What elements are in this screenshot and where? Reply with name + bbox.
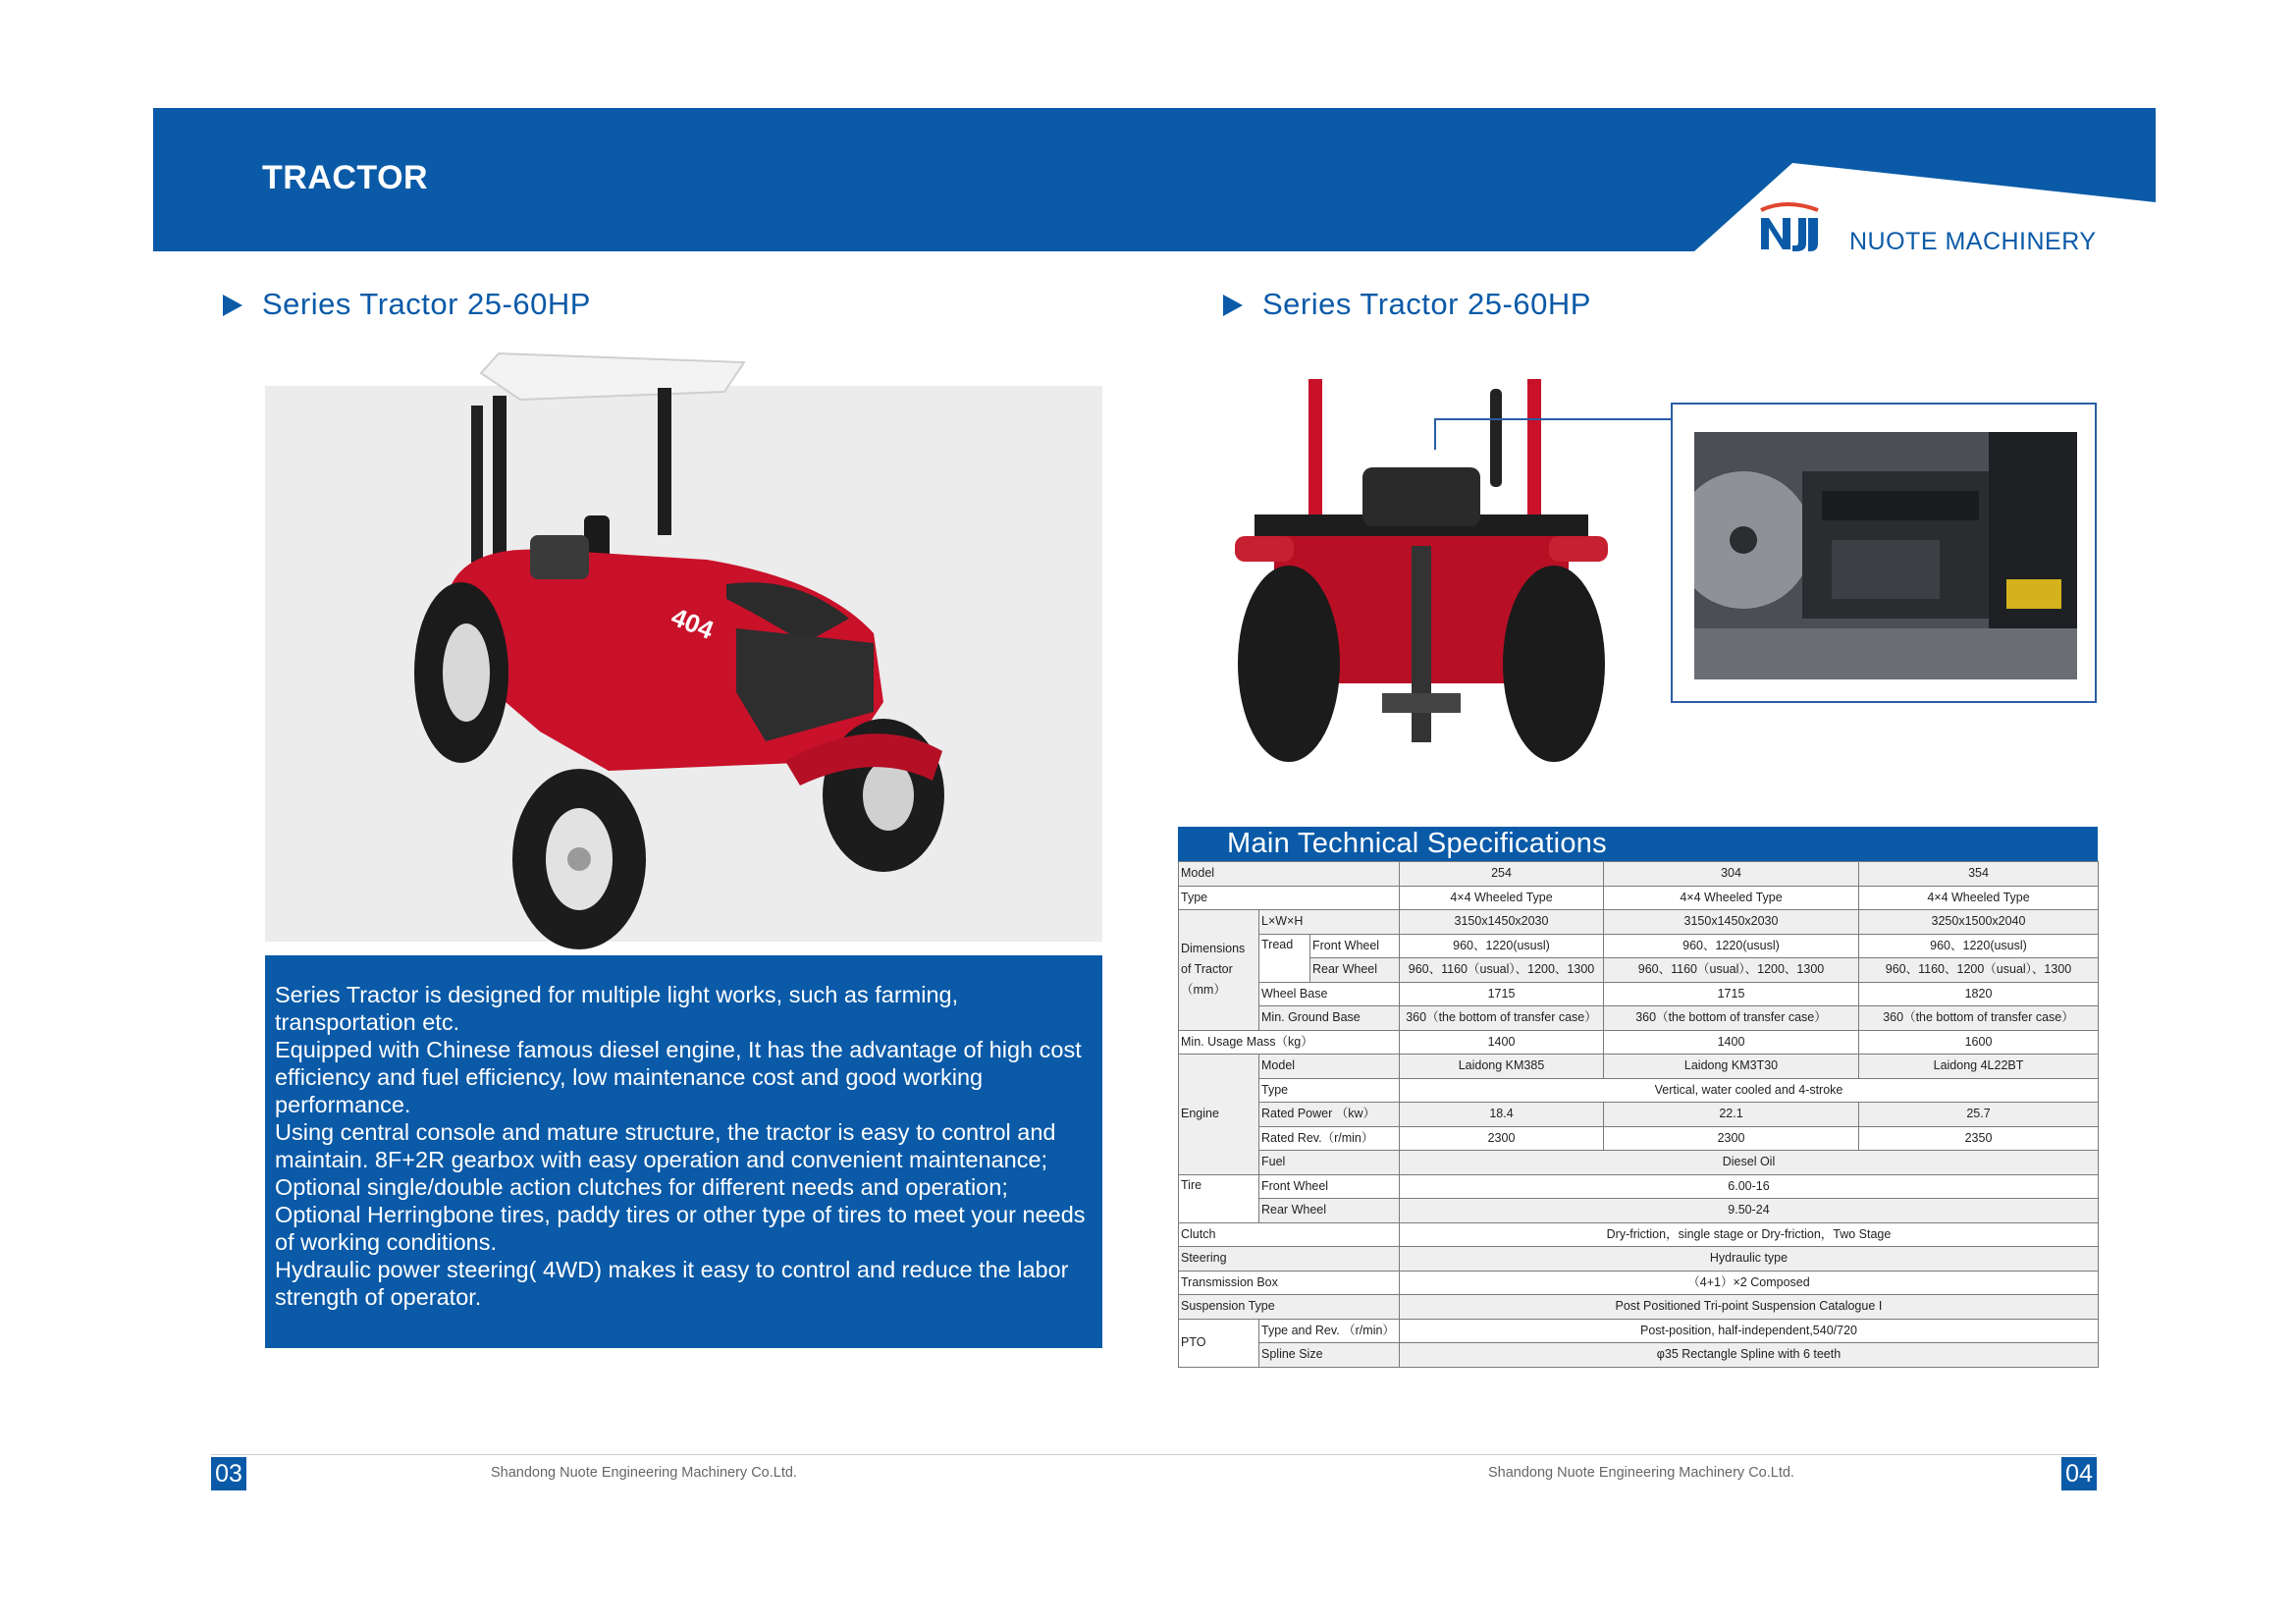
engine-model-value: Laidong KM3T30 bbox=[1604, 1055, 1859, 1079]
engine-model-label: Model bbox=[1259, 1055, 1400, 1079]
wheel-base-value: 1715 bbox=[1604, 982, 1859, 1006]
brand-name: NUOTE MACHINERY bbox=[1849, 228, 2097, 255]
spec-table bbox=[1178, 861, 2099, 1368]
engine-detail-frame bbox=[1671, 403, 2097, 703]
table-row bbox=[1179, 1343, 2099, 1368]
suspension-label: Suspension Type bbox=[1179, 1295, 1400, 1320]
rated-power-value: 25.7 bbox=[1859, 1103, 2099, 1127]
callout-line bbox=[1434, 418, 1671, 420]
transmission-label: Transmission Box bbox=[1179, 1271, 1400, 1295]
engine-model-value: Laidong KM385 bbox=[1400, 1055, 1604, 1079]
description-paragraph: Optional single/double action clutches for different needs and operation; bbox=[275, 1174, 1008, 1200]
rated-power-value: 18.4 bbox=[1400, 1103, 1604, 1127]
table-row bbox=[1179, 1151, 2099, 1175]
front-tread-value: 960、1220(ususl) bbox=[1604, 934, 1859, 958]
rated-rev-label: Rated Rev.（r/min） bbox=[1259, 1126, 1400, 1151]
table-row bbox=[1179, 958, 2099, 983]
pto-rev-label: Type and Rev. （r/min） bbox=[1259, 1319, 1400, 1343]
type-value: 4×4 Wheeled Type bbox=[1859, 886, 2099, 910]
table-row bbox=[1179, 1295, 2099, 1320]
steering-value: Hydraulic type bbox=[1400, 1247, 2099, 1272]
engine-type-value: Vertical, water cooled and 4-stroke bbox=[1400, 1078, 2099, 1103]
engine-model-value: Laidong 4L22BT bbox=[1859, 1055, 2099, 1079]
rear-tread-value: 960、1160（usual）、1200、1300 bbox=[1604, 958, 1859, 983]
footer-divider bbox=[211, 1454, 2096, 1455]
page-number-right: 04 bbox=[2061, 1457, 2097, 1490]
page-number-left: 03 bbox=[211, 1457, 246, 1490]
dimensions-label-line: Dimensions bbox=[1181, 942, 1246, 956]
clutch-label: Clutch bbox=[1179, 1222, 1400, 1247]
tractor-front-illustration bbox=[412, 349, 982, 957]
engine-label: Engine bbox=[1179, 1055, 1259, 1175]
table-row bbox=[1179, 1078, 2099, 1103]
model-value: 354 bbox=[1859, 862, 2099, 887]
engine-photo bbox=[1694, 432, 2077, 679]
tire-front-value: 6.00-16 bbox=[1400, 1174, 2099, 1199]
table-row bbox=[1179, 1006, 2099, 1031]
lwh-label: L×W×H bbox=[1259, 910, 1400, 935]
clutch-value: Dry-friction，single stage or Dry-friction，Two Stage bbox=[1400, 1222, 2099, 1247]
lwh-value: 3150x1450x2030 bbox=[1400, 910, 1604, 935]
ground-base-label: Min. Ground Base bbox=[1259, 1006, 1400, 1031]
tire-rear-label: Rear Wheel bbox=[1259, 1199, 1400, 1223]
left-section-title-text: Series Tractor 25-60HP bbox=[262, 287, 591, 321]
description-paragraph: Optional Herringbone tires, paddy tires or other type of tires to meet your needs of working conditions. bbox=[275, 1202, 1086, 1255]
dimensions-label-line: of Tractor bbox=[1181, 962, 1233, 977]
table-row bbox=[1179, 934, 2099, 958]
front-tread-value: 960、1220(ususl) bbox=[1859, 934, 2099, 958]
table-row bbox=[1179, 1126, 2099, 1151]
table-row bbox=[1179, 1271, 2099, 1295]
table-row bbox=[1179, 982, 2099, 1006]
dimensions-label-line: （mm） bbox=[1181, 983, 1226, 998]
fuel-value: Diesel Oil bbox=[1400, 1151, 2099, 1175]
callout-line bbox=[1434, 418, 1436, 450]
table-row bbox=[1179, 1030, 2099, 1055]
tread-label: Tread bbox=[1259, 934, 1310, 982]
left-section-title bbox=[223, 287, 591, 322]
description-box bbox=[265, 955, 1102, 1348]
ground-base-value: 360（the bottom of transfer case） bbox=[1859, 1006, 2099, 1031]
mass-value: 1600 bbox=[1859, 1030, 2099, 1055]
table-row bbox=[1179, 1055, 2099, 1079]
ground-base-value: 360（the bottom of transfer case） bbox=[1604, 1006, 1859, 1031]
tractor-rear-illustration bbox=[1215, 369, 1628, 772]
ground-base-value: 360（the bottom of transfer case） bbox=[1400, 1006, 1604, 1031]
description-paragraph: Equipped with Chinese famous diesel engine, It has the advantage of high cost efficiency and fuel efficiency, low maintenance cost and good working performance. bbox=[275, 1037, 1082, 1117]
table-row bbox=[1179, 1103, 2099, 1127]
engine-illustration bbox=[1694, 432, 2077, 679]
mass-value: 1400 bbox=[1604, 1030, 1859, 1055]
suspension-value: Post Positioned Tri-point Suspension Catalogue Ⅰ bbox=[1400, 1295, 2099, 1320]
rated-rev-value: 2300 bbox=[1400, 1126, 1604, 1151]
triangle-bullet-icon bbox=[1223, 295, 1243, 316]
lwh-value: 3150x1450x2030 bbox=[1604, 910, 1859, 935]
rear-tread-value: 960、1160（usual）、1200、1300 bbox=[1400, 958, 1604, 983]
rated-rev-value: 2300 bbox=[1604, 1126, 1859, 1151]
table-row bbox=[1179, 1247, 2099, 1272]
front-tread-value: 960、1220(ususl) bbox=[1400, 934, 1604, 958]
type-label: Type bbox=[1179, 886, 1400, 910]
wheel-base-value: 1715 bbox=[1400, 982, 1604, 1006]
model-value: 304 bbox=[1604, 862, 1859, 887]
table-row bbox=[1179, 862, 2099, 887]
company-name-left: Shandong Nuote Engineering Machinery Co.Ltd. bbox=[491, 1465, 797, 1481]
rated-power-value: 22.1 bbox=[1604, 1103, 1859, 1127]
rated-power-label: Rated Power （kw） bbox=[1259, 1103, 1400, 1127]
type-value: 4×4 Wheeled Type bbox=[1400, 886, 1604, 910]
table-row bbox=[1179, 886, 2099, 910]
table-row bbox=[1179, 1199, 2099, 1223]
spline-value: φ35 Rectangle Spline with 6 teeth bbox=[1400, 1343, 2099, 1368]
steering-label: Steering bbox=[1179, 1247, 1400, 1272]
tire-rear-value: 9.50-24 bbox=[1400, 1199, 2099, 1223]
spec-table-title: Main Technical Specifications bbox=[1178, 827, 2098, 861]
pto-label: PTO bbox=[1179, 1319, 1259, 1367]
model-value: 254 bbox=[1400, 862, 1604, 887]
mass-value: 1400 bbox=[1400, 1030, 1604, 1055]
type-value: 4×4 Wheeled Type bbox=[1604, 886, 1859, 910]
right-section-title-text: Series Tractor 25-60HP bbox=[1262, 287, 1591, 321]
rear-tread-value: 960、1160、1200（usual）、1300 bbox=[1859, 958, 2099, 983]
transmission-value: （4+1）×2 Composed bbox=[1400, 1271, 2099, 1295]
fuel-label: Fuel bbox=[1259, 1151, 1400, 1175]
description-paragraph: Hydraulic power steering( 4WD) makes it easy to control and reduce the labor strength of operator. bbox=[275, 1257, 1069, 1310]
right-section-title bbox=[1223, 287, 1591, 322]
table-row bbox=[1179, 1222, 2099, 1247]
rear-wheel-label: Rear Wheel bbox=[1310, 958, 1400, 983]
mass-label: Min. Usage Mass（kg） bbox=[1179, 1030, 1400, 1055]
engine-type-label: Type bbox=[1259, 1078, 1400, 1103]
triangle-bullet-icon bbox=[223, 295, 242, 316]
pto-rev-value: Post-position, half-independent,540/720 bbox=[1400, 1319, 2099, 1343]
description-paragraph: Using central console and mature structure, the tractor is easy to control and maintain. 8F+2R gearbox with easy operation and convenient maintenance; bbox=[275, 1119, 1056, 1172]
company-name-right: Shandong Nuote Engineering Machinery Co.Ltd. bbox=[1488, 1465, 1794, 1481]
table-row bbox=[1179, 910, 2099, 935]
nuote-logo-icon bbox=[1757, 200, 1826, 255]
tire-label: Tire bbox=[1179, 1174, 1259, 1222]
hood-number: 404 bbox=[667, 601, 719, 645]
wheel-base-value: 1820 bbox=[1859, 982, 2099, 1006]
dimensions-label bbox=[1179, 910, 1259, 1031]
rated-rev-value: 2350 bbox=[1859, 1126, 2099, 1151]
spline-label: Spline Size bbox=[1259, 1343, 1400, 1368]
description-paragraph: Series Tractor is designed for multiple light works, such as farming, transportation etc. bbox=[275, 982, 959, 1035]
wheel-base-label: Wheel Base bbox=[1259, 982, 1400, 1006]
front-wheel-label: Front Wheel bbox=[1310, 934, 1400, 958]
table-row bbox=[1179, 1319, 2099, 1343]
model-label: Model bbox=[1179, 862, 1400, 887]
tire-front-label: Front Wheel bbox=[1259, 1174, 1400, 1199]
banner-title: TRACTOR bbox=[262, 159, 429, 196]
lwh-value: 3250x1500x2040 bbox=[1859, 910, 2099, 935]
table-row bbox=[1179, 1174, 2099, 1199]
